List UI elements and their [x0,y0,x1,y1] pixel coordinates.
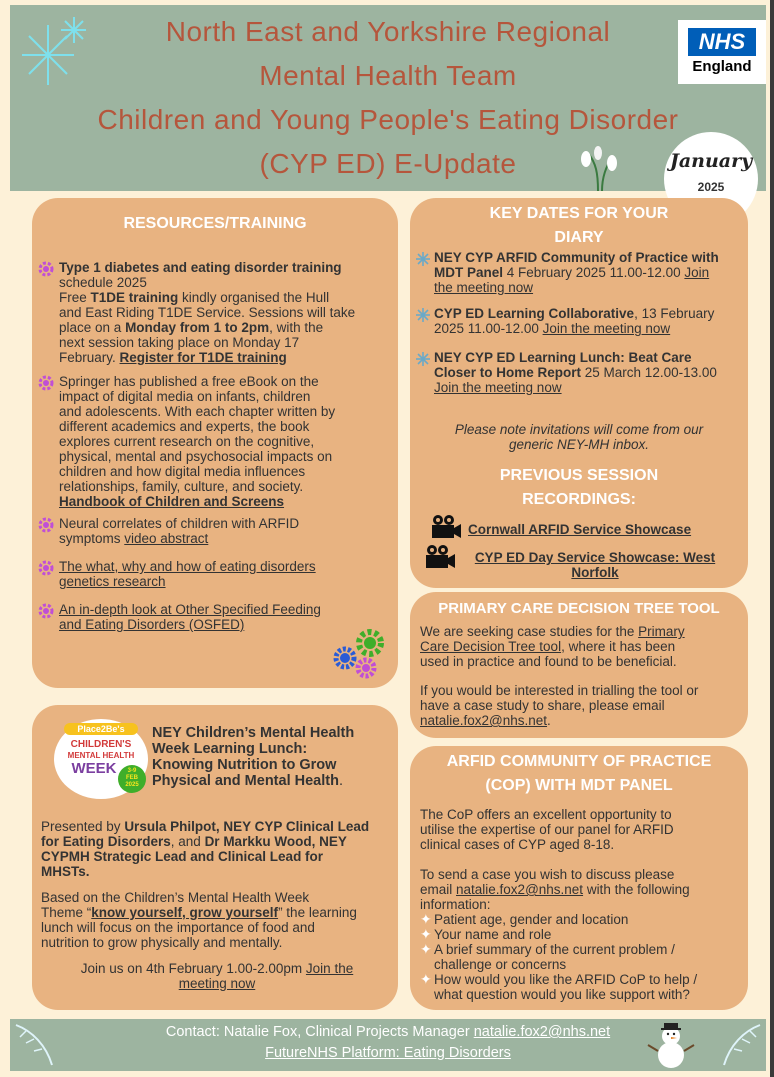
nhs-logo-text: NHS [688,28,756,56]
decision-tree-link[interactable]: Care Decision Tree tool [420,639,562,654]
futurenhs-link[interactable]: FutureNHS Platform: Eating Disorders [265,1045,511,1061]
gear-bullet-icon [37,602,55,620]
decision-tree-link[interactable]: Primary [638,624,685,639]
primary-text: We are seeking case studies for the [420,624,639,639]
join-lunch-link[interactable]: meeting now [178,976,256,991]
title-line-2: Mental Health Team [259,60,517,91]
lunch-text: MHSTs. [41,864,90,879]
arfid-email-link[interactable]: natalie.fox2@nhs.net [456,882,584,897]
list-item [420,912,746,927]
primary-care-title: PRIMARY CARE DECISION TREE TOOL [438,600,720,617]
sparkle-icon: ✦ [420,911,432,927]
osfed-link-line-2[interactable]: and Eating Disorders (OSFED) [59,617,245,632]
lunch-title-text: Knowing Nutrition to Grow [152,757,337,773]
logo-text: WEEK [71,760,117,777]
arfid-text: To send a case you wish to discuss please [420,867,675,882]
snowflake-bullet-icon [414,350,432,368]
lunch-text: Ursula Philpot, NEY CYP Clinical Lead [124,819,370,834]
register-t1de-link[interactable]: Register for T1DE training [119,350,287,365]
gears-icon [332,626,388,682]
lunch-text: ” the learning [278,905,357,920]
join-arfid-cop-link[interactable]: Join [684,265,710,280]
sparkle-icon: ✦ [420,971,432,987]
issue-month: January [669,150,753,172]
resources-title: RESOURCES/TRAINING [123,215,307,232]
recording-norfolk [450,550,740,580]
key-dates-panel [410,198,748,588]
key-dates-title-text: KEY DATES FOR YOUR [489,205,669,222]
cornwall-recording-link[interactable]: Cornwall ARFID Service Showcase [468,522,692,537]
t1de-text: kindly organised the Hull [178,290,330,305]
snowflake-bullet-icon [414,306,432,324]
t1de-text: schedule 2025 [59,275,147,290]
previous-recordings-title [410,464,748,512]
join-arfid-cop-link[interactable]: the meeting now [434,280,534,295]
title-line-4: (CYP ED) E-Update [259,148,517,179]
note-text: generic NEY-MH inbox. [508,437,650,452]
ebook-text: physical, mental and psychosocial impacts on [59,449,333,464]
logo-date-badge [118,765,146,793]
gear-bullet-icon [37,516,55,534]
event-learning-collaborative [434,306,740,336]
arfid-text: utilise the expertise of our panel for ARFID [420,822,674,837]
list-item-text: Patient age, gender and location [434,912,629,927]
norfolk-recording-link[interactable]: CYP ED Day Service Showcase: West [474,550,716,565]
logo-text: Place2Be's [64,723,138,735]
lunch-text: lunch will focus on the importance of food and [41,920,315,935]
t1de-text: February. [59,350,120,365]
gear-bullet-icon [37,260,55,278]
logo-text: CHILDREN'S [70,739,132,750]
ebook-text: and adolescents. With each chapter written by [59,404,336,419]
arfid-cop-title [410,750,748,798]
t1de-text: place on a [59,320,126,335]
ebook-text: explores current research on the cognitive, [59,434,315,449]
primary-text: , where it has been [561,639,676,654]
gear-bullet-icon [37,559,55,577]
arfid-text: email [420,882,457,897]
arfid-cop-panel [410,746,748,1010]
lunch-text: Dr Markku Wood, NEY [204,834,347,849]
issue-year: 2025 [697,180,725,194]
lunch-text: nutrition to grow physically and mentally. [41,935,283,950]
nhs-england-logo [678,20,766,84]
arfid-text: The CoP offers an excellent opportunity to [420,807,672,822]
primary-text: If you would be interested in trialling the tool or [420,683,699,698]
snowflake-bullet-icon [414,250,432,268]
recordings-title-text: RECORDINGS: [522,491,636,508]
sparkle-icon: ✦ [420,941,432,957]
list-item-text: How would you like the ARFID CoP to help / [434,972,698,987]
event-text: CYP ED Learning Collaborative [434,306,635,321]
footer-banner [10,1019,766,1071]
ebook-text: impact of digital media on infants, children [59,389,311,404]
event-text: MDT Panel [434,265,504,280]
header-banner [10,5,766,191]
t1de-link[interactable]: T1DE training [90,290,179,305]
event-learning-lunch [434,350,740,395]
list-item [420,942,746,972]
primary-care-text [420,624,746,728]
arfid-info-list [420,912,746,1002]
event-text: , 13 February [634,306,715,321]
logo-text: MENTAL HEALTH [67,751,135,760]
arfid-text: information: [420,897,491,912]
ebook-text: Springer has published a free eBook on the [59,374,319,389]
lunch-title [152,725,392,789]
genetics-link-line-1[interactable]: The what, why and how of eating disorders [59,559,316,574]
nhs-region-text: England [692,58,752,75]
lunch-title-text: NEY Children’s Mental Health [152,725,355,741]
t1de-heading: Type 1 diabetes and eating disorder training [59,260,342,275]
primary-care-panel [410,592,748,738]
resource-item-t1de [59,260,394,365]
resource-item-genetics [59,559,394,589]
lunch-text: Join us on 4th February 1.00-2.00pm [80,961,306,976]
lunch-theme [41,890,393,950]
video-abstract-link[interactable]: video abstract [124,531,209,546]
arfid-text: clinical cases of CYP aged 8-18. [420,837,615,852]
lunch-text: Based on the Children’s Mental Health Week [41,890,310,905]
lunch-title-text: . [338,773,343,789]
handbook-link[interactable]: Handbook of Children and Screens [59,494,285,509]
lunch-presenters [41,819,393,879]
logo-text: FEB [126,775,138,781]
list-item-text: A brief summary of the current problem / [434,942,675,957]
t1de-time: Monday from 1 to 2pm [125,320,270,335]
footer-text: Contact: Natalie Fox, Clinical Projects Manager [165,1024,474,1040]
key-dates-title [410,202,748,250]
event-text: NEY CYP ARFID Community of Practice with [434,250,719,265]
logo-text: 3-9 [127,768,137,774]
lunch-text: Theme “ [41,905,92,920]
note-text: Please note invitations will come from our [454,422,704,437]
arfid-cop-text [420,807,746,1002]
list-item-text: Your name and role [434,927,552,942]
join-collaborative-link[interactable]: Join the meeting now [542,321,671,336]
norfolk-recording-link[interactable]: Norfolk [571,565,619,580]
recordings-title-text: PREVIOUS SESSION [499,467,659,484]
resource-item-arfid-neural [59,516,394,546]
theme-link[interactable]: know yourself, grow yourself [91,905,279,920]
sparkle-icon: ✦ [420,926,432,942]
t1de-text: Free [59,290,91,305]
osfed-link-line-1[interactable]: An in-depth look at Other Specified Feeding [59,602,321,617]
lunch-text: CYPMH Strategic Lead and Clinical Lead for [41,849,324,864]
list-item [420,927,746,942]
arfid-text: with the following [583,882,690,897]
snowman-icon [646,1021,696,1071]
footer-email-link[interactable]: natalie.fox2@nhs.net [473,1024,611,1040]
title-line-3: Children and Young People's Eating Disorder [97,104,679,135]
ebook-text: different academics and experts, the book [59,419,310,434]
event-text: 2025 11.00-12.00 [434,321,543,336]
list-item-text: challenge or concerns [434,957,567,972]
learning-lunch-panel [32,705,398,1010]
event-text: Closer to Home Report [434,365,582,380]
event-text: 25 March 12.00-13.00 [581,365,717,380]
resources-panel [32,198,398,688]
lunch-title-text: Physical and Mental Health [152,773,339,789]
join-beat-lunch-link[interactable]: Join the meeting now [434,380,562,395]
key-dates-title-text: DIARY [554,229,604,246]
lunch-text: , and [170,834,205,849]
arfid-neural-text: Neural correlates of children with ARFID [59,516,300,531]
genetics-link-line-2[interactable]: genetics research [59,574,166,589]
ebook-text: children and how digital media influences [59,464,306,479]
primary-text: . [547,713,551,728]
event-text: 4 February 2025 11.00-12.00 [503,265,685,280]
resource-item-ebook [59,374,394,509]
join-lunch-link[interactable]: Join the [305,961,354,976]
invitation-note [420,422,738,452]
t1de-text: next session taking place on Monday 17 [59,335,300,350]
logo-text: 2025 [125,782,139,788]
primary-email-link[interactable]: natalie.fox2@nhs.net [420,713,548,728]
arfid-title-text: ARFID COMMUNITY OF PRACTICE [446,753,712,770]
primary-text: have a case study to share, please email [420,698,665,713]
event-text: NEY CYP ED Learning Lunch: Beat Care [434,350,692,365]
title-line-1: North East and Yorkshire Regional [165,16,611,47]
ebook-text: relationships, family, culture, and society. [59,479,304,494]
list-item [420,972,746,1002]
snowdrop-icon [576,143,622,191]
frost-corner-icon [704,1021,764,1069]
recording-cornwall [468,522,738,537]
place2be-logo [54,719,148,799]
lunch-text: Presented by [41,819,125,834]
video-camera-icon [428,514,462,540]
list-item-text: what question would you like support with? [434,987,690,1002]
arfid-title-text: (COP) WITH MDT PANEL [485,777,673,794]
event-arfid-cop [434,250,740,295]
primary-text: used in practice and found to be beneficial. [420,654,677,669]
t1de-text: , with the [269,320,324,335]
t1de-text: and East Riding T1DE Service. Sessions will take [59,305,356,320]
lunch-text: for Eating Disorders [41,834,171,849]
lunch-join [41,961,393,991]
gear-bullet-icon [37,374,55,392]
lunch-title-text: Week Learning Lunch: [152,741,308,757]
arfid-neural-text: symptoms [59,531,125,546]
